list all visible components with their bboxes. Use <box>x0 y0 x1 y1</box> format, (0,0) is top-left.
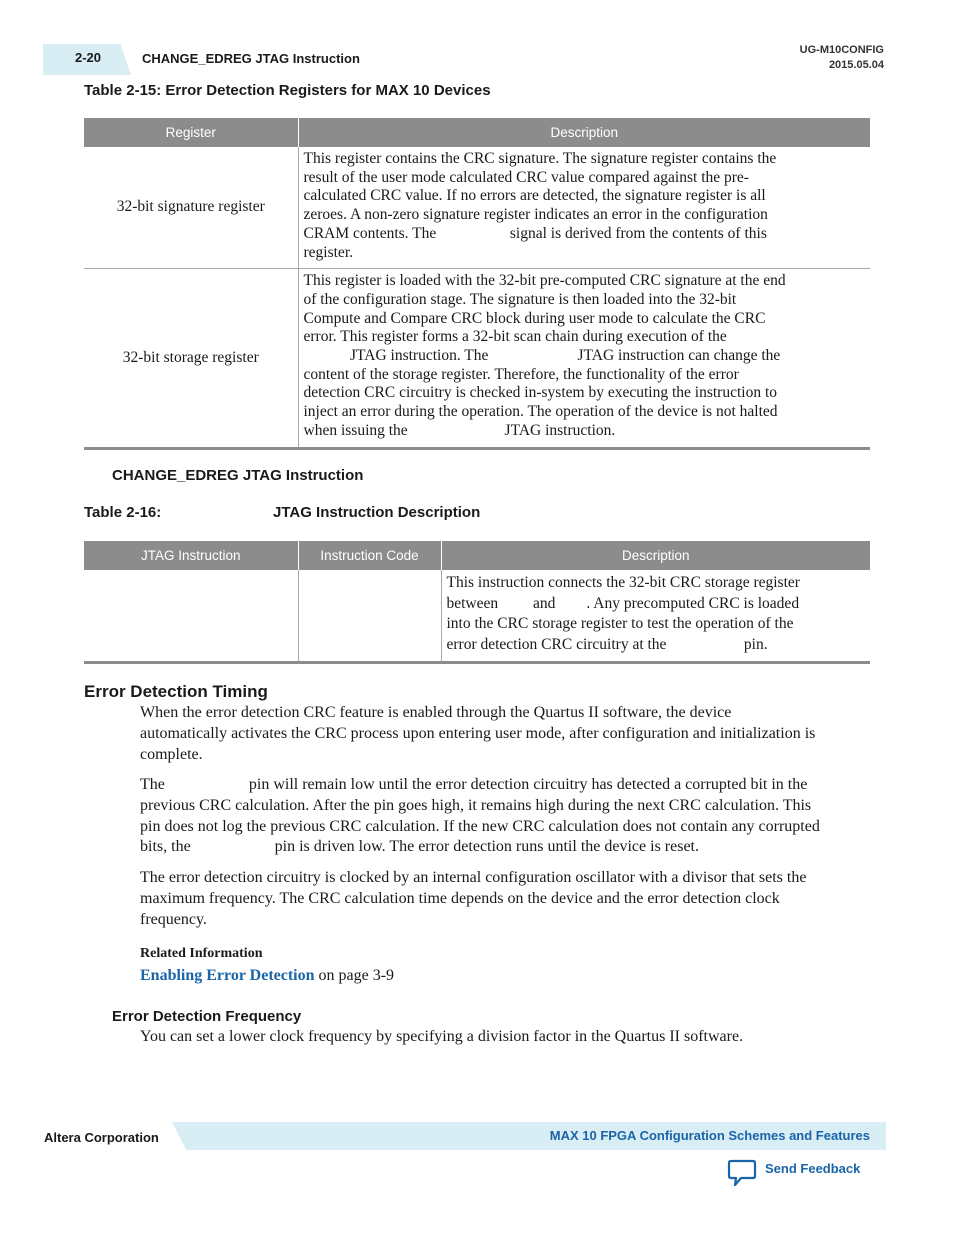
col-header-register: Register <box>84 118 298 147</box>
desc-line: error detection CRC circuitry at the pin. <box>446 635 768 653</box>
table-row <box>84 147 870 269</box>
col-header-jtag-instruction: JTAG Instruction <box>84 541 298 570</box>
desc-line: calculated CRC value. If no errors are detected, the signature register is all <box>303 187 766 205</box>
desc-line: into the CRC storage register to test the operation of the <box>446 615 794 632</box>
instruction-description <box>441 570 870 663</box>
related-page-ref: on page 3-9 <box>314 967 395 984</box>
desc-line: CRAM contents. The signal is derived from the contents of this <box>303 224 767 242</box>
desc-line: register. <box>303 243 353 261</box>
table2-caption-prefix: Table 2-16: <box>84 504 162 521</box>
desc-line: of the configuration stage. The signature is then loaded into the 32-bit <box>303 290 737 308</box>
error-detection-registers-table <box>84 118 870 450</box>
footer-company: Altera Corporation <box>44 1130 159 1145</box>
col-header-description: Description <box>441 541 870 570</box>
timing-paragraph-2 <box>140 775 880 858</box>
text-line: maximum frequency. The CRC calculation time depends on the device and the error detection clock <box>140 889 780 907</box>
desc-line: inject an error during the operation. The operation of the device is not halted <box>303 403 778 421</box>
footer-doc-title: MAX 10 FPGA Configuration Schemes and Features <box>549 1128 870 1143</box>
desc-line: result of the user mode calculated CRC value compared against the pre- <box>303 168 749 186</box>
table-row <box>84 269 870 448</box>
timing-paragraph-3 <box>140 868 880 930</box>
text-line: When the error detection CRC feature is enabled through the Quartus II software, the device <box>140 704 732 721</box>
col-header-instruction-code: Instruction Code <box>298 541 441 570</box>
table2-caption-suffix: JTAG Instruction Description <box>273 504 481 521</box>
desc-line: Compute and Compare CRC block during user mode to calculate the CRC <box>303 309 766 327</box>
col-header-description: Description <box>298 118 870 147</box>
frequency-paragraph: You can set a lower clock frequency by specifying a division factor in the Quartus II software. <box>140 1028 744 1045</box>
desc-line: This register contains the CRC signature. The signature register contains the <box>303 150 777 167</box>
desc-line: detection CRC circuitry is checked in-system by executing the instruction to <box>303 384 777 402</box>
desc-line: between and . Any precomputed CRC is loaded <box>446 594 800 612</box>
timing-paragraph-1 <box>140 703 880 765</box>
desc-line: This register is loaded with the 32-bit pre-computed CRC signature at the end <box>303 272 786 290</box>
section-heading-change-edreg: CHANGE_EDREG JTAG Instruction <box>112 467 364 484</box>
related-information-line <box>140 967 394 985</box>
section-heading-frequency: Error Detection Frequency <box>112 1008 302 1025</box>
text-line: The error detection circuitry is clocked by an internal configuration oscillator with a divisor that sets the <box>140 869 807 886</box>
register-name: 32-bit storage register <box>84 269 298 448</box>
send-feedback-link[interactable]: Send Feedback <box>765 1161 861 1176</box>
section-heading-timing: Error Detection Timing <box>84 682 268 701</box>
speech-bubble-icon[interactable] <box>727 1159 757 1187</box>
table1-caption: Table 2-15: Error Detection Registers for MAX 10 Devices <box>84 82 491 99</box>
table-row <box>84 570 870 663</box>
page-number: 2-20 <box>75 50 102 65</box>
text-line: automatically activates the CRC process upon entering user mode, after configuration and initialization is <box>140 724 816 742</box>
desc-line: when issuing the JTAG instruction. <box>303 421 616 439</box>
desc-line: zeroes. A non-zero signature register indicates an error in the configuration <box>303 206 768 224</box>
doc-id: UG-M10CONFIG <box>799 44 884 56</box>
desc-line: error. This register forms a 32-bit scan chain during execution of the <box>303 328 727 346</box>
text-line: bits, the pin is driven low. The error detection runs until the device is reset. <box>140 838 699 856</box>
desc-line: This instruction connects the 32-bit CRC storage register <box>446 574 800 591</box>
jtag-instruction-cell <box>84 570 298 663</box>
instruction-code-cell <box>298 570 441 663</box>
text-line: The pin will remain low until the error detection circuitry has detected a corrupted bit in the <box>140 776 808 793</box>
jtag-instruction-table <box>84 541 870 664</box>
register-description <box>298 269 870 448</box>
doc-date: 2015.05.04 <box>828 59 884 71</box>
desc-line: content of the storage register. Therefore, the functionality of the error <box>303 365 739 383</box>
register-description <box>298 147 870 269</box>
running-head: CHANGE_EDREG JTAG Instruction <box>142 51 360 66</box>
doc-id-block <box>800 43 884 73</box>
text-line: frequency. <box>140 910 207 928</box>
text-line: pin does not log the previous CRC calculation. If the new CRC calculation does not contain any corrupted <box>140 817 820 835</box>
text-line: previous CRC calculation. After the pin goes high, it remains high during the next CRC calculation. This <box>140 796 812 814</box>
desc-line: JTAG instruction. The JTAG instruction can change the <box>303 347 781 365</box>
enabling-error-detection-link[interactable]: Enabling Error Detection <box>140 967 315 984</box>
related-information-label: Related Information <box>140 946 263 961</box>
text-line: complete. <box>140 745 203 763</box>
register-name: 32-bit signature register <box>84 147 298 269</box>
